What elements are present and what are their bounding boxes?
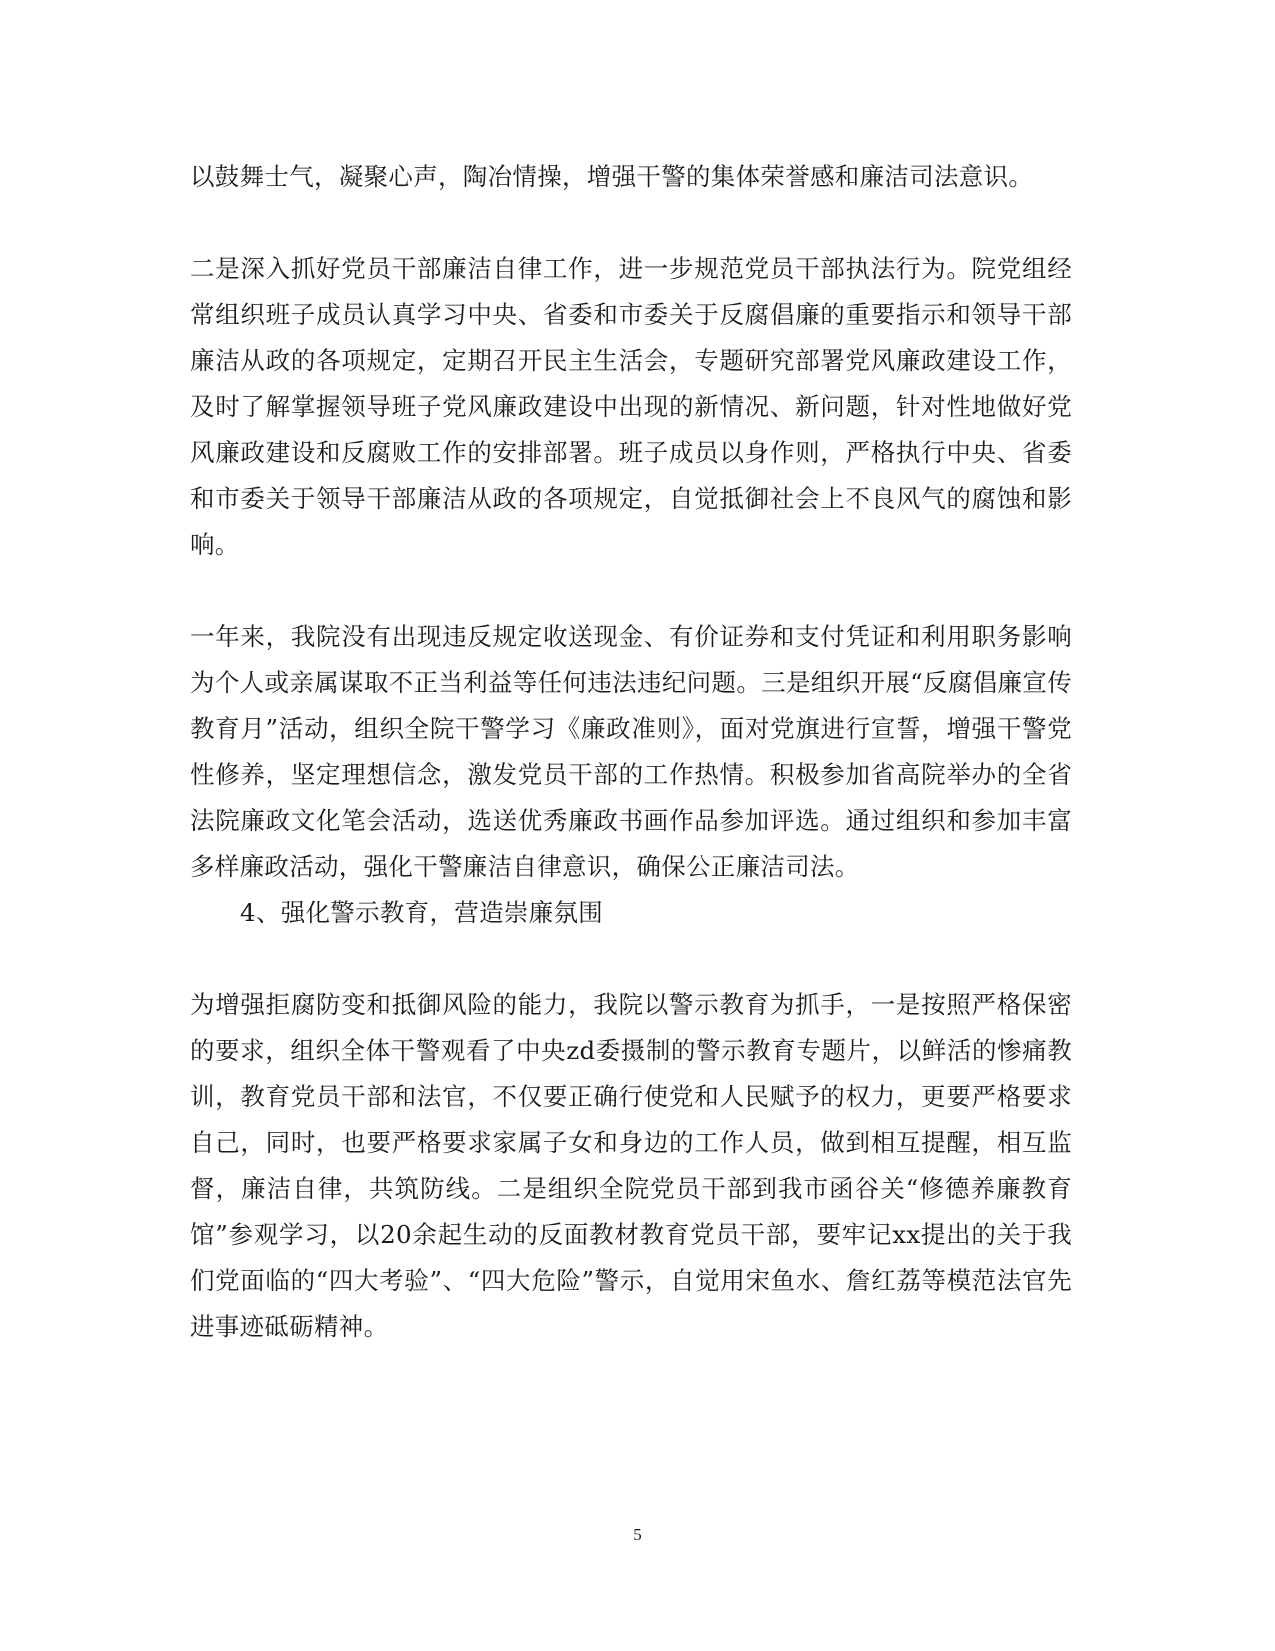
paragraph-2: 二是深入抓好党员干部廉洁自律工作，进一步规范党员干部执法行为。院党组经常组织班子成员认真学习中央、省委和市委关于反腐倡廉的重要指示和领导干部廉洁从政的各项规定，定期召开民主生活会，专题研究部署党风廉政建设工作，及时了解掌握领导班子党风廉政建设中出现的新情况、新问题，针对性地做好党风廉政建设和反腐败工作的安排部署。班子成员以身作则，严格执行中央、省委和市委关于领导干部廉洁从政的各项规定，自觉抵御社会上不良风气的腐蚀和影响。	[190, 254, 1072, 559]
paragraph-spacer	[190, 200, 1072, 246]
paragraph-4: 为增强拒腐防变和抵御风险的能力，我院以警示教育为抓手，一是按照严格保密的要求，组织全体干警观看了中央zd委摄制的警示教育专题片，以鲜活的惨痛教训，教育党员干部和法官，不仅要正确行使党和人民赋予的权力，更要严格要求自己，同时，也要严格要求家属子女和身边的工作人员，做到相互提醒，相互监督，廉洁自律，共筑防线。二是组织全院党员干部到我市函谷关“修德养廉教育馆”参观学习，以20余起生动的反面教材教育党员干部，要牢记xx提出的关于我们党面临的“四大考验”、“四大危险”警示，自觉用宋鱼水、詹红荔等模范法官先进事迹砥砺精神。	[190, 990, 1072, 1341]
paragraph-1: 以鼓舞士气，凝聚心声，陶冶情操，增强干警的集体荣誉感和廉洁司法意识。	[190, 162, 1034, 191]
paragraph-spacer	[190, 936, 1072, 982]
paragraph-spacer	[190, 568, 1072, 614]
page-number: 5	[633, 1525, 642, 1544]
paragraph-3: 一年来，我院没有出现违反规定收送现金、有价证券和支付凭证和利用职务影响为个人或亲属谋取不正当利益等任何违法违纪问题。三是组织开展“反腐倡廉宣传教育月”活动，组织全院干警学习《廉政准则》，面对党旗进行宣誓，增强干警党性修养，坚定理想信念，激发党员干部的工作热情。积极参加省高院举办的全省法院廉政文化笔会活动，选送优秀廉政书画作品参加评选。通过组织和参加丰富多样廉政活动，强化干警廉洁自律意识，确保公正廉洁司法。	[190, 622, 1072, 881]
section-heading: 4、强化警示教育，营造崇廉氛围	[240, 898, 604, 927]
document-body	[190, 154, 1072, 1350]
